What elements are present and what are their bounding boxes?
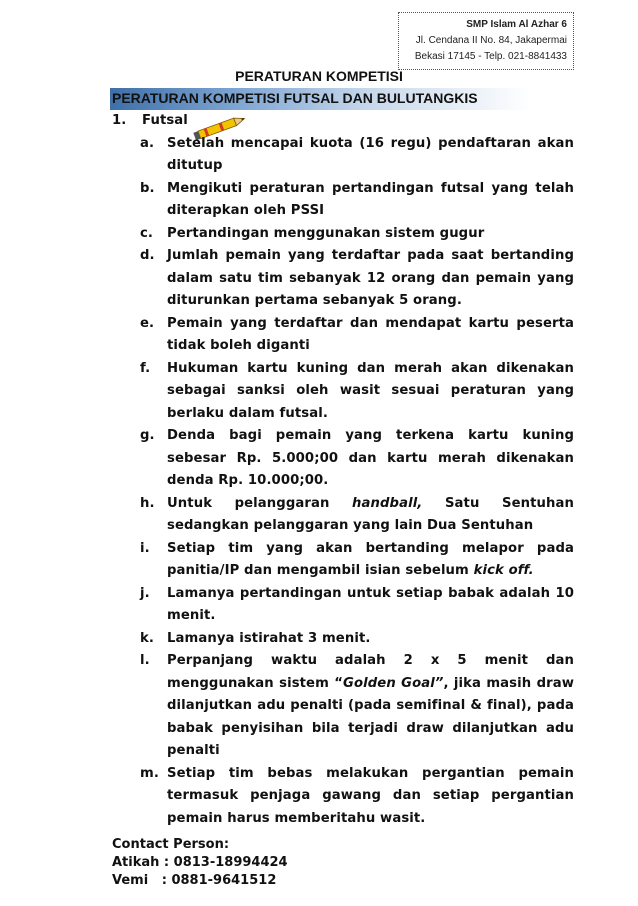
rules-list [140, 133, 574, 831]
section-number: 1. [112, 113, 127, 128]
list-item [140, 223, 574, 246]
school-address: Jl. Cendana II No. 84, Jakapermai [415, 35, 567, 46]
school-address-box [398, 12, 574, 70]
item-text [167, 538, 574, 583]
item-letter: h. [140, 495, 155, 511]
item-letter: d. [140, 248, 155, 263]
item-text-pre: Perpanjang waktu adalah 2 x 5 menit dan menggunakan sistem “ [167, 653, 574, 691]
item-text [167, 493, 574, 538]
list-item [140, 628, 574, 651]
item-text-emphasis: Golden Goal” [343, 675, 444, 691]
item-text: Jumlah pemain yang terdaftar pada saat bertanding dalam satu tim sebanyak 12 orang dan pemain yang diturunkan pertama sebanyak 5 orang. [167, 248, 574, 308]
item-text [167, 650, 574, 763]
item-text-pre: Setiap tim yang akan bertanding melapor pada panitia/IP dan mengambil isian sebelum [167, 540, 574, 578]
list-item [140, 583, 574, 628]
item-text: Hukuman kartu kuning dan merah akan dikenakan sebagai sanksi oleh wasit sesuai peraturan yang berlaku dalam futsal. [167, 360, 574, 421]
item-letter: m. [140, 765, 159, 781]
school-city-phone: Bekasi 17145 - Telp. 021-8841433 [414, 51, 567, 62]
item-text: Denda bagi pemain yang terkena kartu kuning sebesar Rp. 5.000;00 dan kartu merah dikenakan denda Rp. 10.000;00. [167, 428, 574, 488]
item-text: Pertandingan menggunakan sistem gugur [167, 225, 485, 241]
item-text: Lamanya pertandingan untuk setiap babak adalah 10 menit. [167, 585, 574, 623]
list-item [140, 245, 574, 313]
section-heading [112, 110, 574, 133]
item-text-post: Satu Sentuhan sedangkan pelanggaran yang lain Dua Sentuhan [167, 495, 574, 533]
item-letter: c. [140, 225, 154, 241]
list-item [140, 538, 574, 583]
list-item [140, 313, 574, 358]
item-text-pre: Untuk pelanggaran [167, 495, 353, 511]
item-letter: i. [140, 540, 150, 556]
list-item [140, 650, 574, 763]
list-item [140, 133, 574, 178]
item-text: Setelah mencapai kuota (16 regu) pendaftaran akan ditutup [167, 135, 574, 173]
item-letter: j. [140, 585, 150, 601]
page-title: PERATURAN KOMPETISI [235, 68, 403, 84]
list-item [140, 178, 574, 223]
list-item [140, 493, 574, 538]
school-name: SMP Islam Al Azhar 6 [466, 19, 567, 30]
contact-line-2: Vemi : 0881-9641512 [112, 873, 277, 888]
contact-heading: Contact Person: [112, 837, 230, 852]
item-text-emphasis: kick off. [473, 563, 534, 578]
section-label: Futsal [142, 113, 188, 128]
item-letter: a. [140, 135, 155, 151]
item-text: Setiap tim bebas melakukan pergantian pemain termasuk penjaga gawang dan setiap pergantian pemain harus memberitahu wasit. [167, 765, 574, 826]
item-letter: g. [140, 428, 155, 443]
item-text: Lamanya istirahat 3 menit. [167, 630, 371, 646]
list-item [140, 358, 574, 426]
rules-content [112, 110, 574, 830]
item-letter: b. [140, 180, 155, 196]
item-letter: e. [140, 315, 155, 331]
item-letter: l. [140, 653, 150, 668]
item-text: Pemain yang terdaftar dan mendapat kartu peserta tidak boleh diganti [167, 315, 574, 353]
page-subtitle: PERATURAN KOMPETISI FUTSAL DAN BULUTANGKIS [112, 90, 478, 106]
contact-person [112, 836, 288, 890]
item-text-emphasis: handball, [352, 495, 423, 511]
item-text-post: , jika masih draw dilanjutkan adu penalti (pada semifinal & final), pada babak penyisihan bila terjadi draw dilanjutkan adu penalti [167, 675, 574, 758]
item-text: Mengikuti peraturan pertandingan futsal yang telah diterapkan oleh PSSI [167, 180, 574, 218]
list-item [140, 425, 574, 493]
item-letter: f. [140, 360, 151, 376]
contact-line-1: Atikah : 0813-18994424 [112, 855, 288, 870]
list-item [140, 763, 574, 831]
item-letter: k. [140, 630, 154, 646]
